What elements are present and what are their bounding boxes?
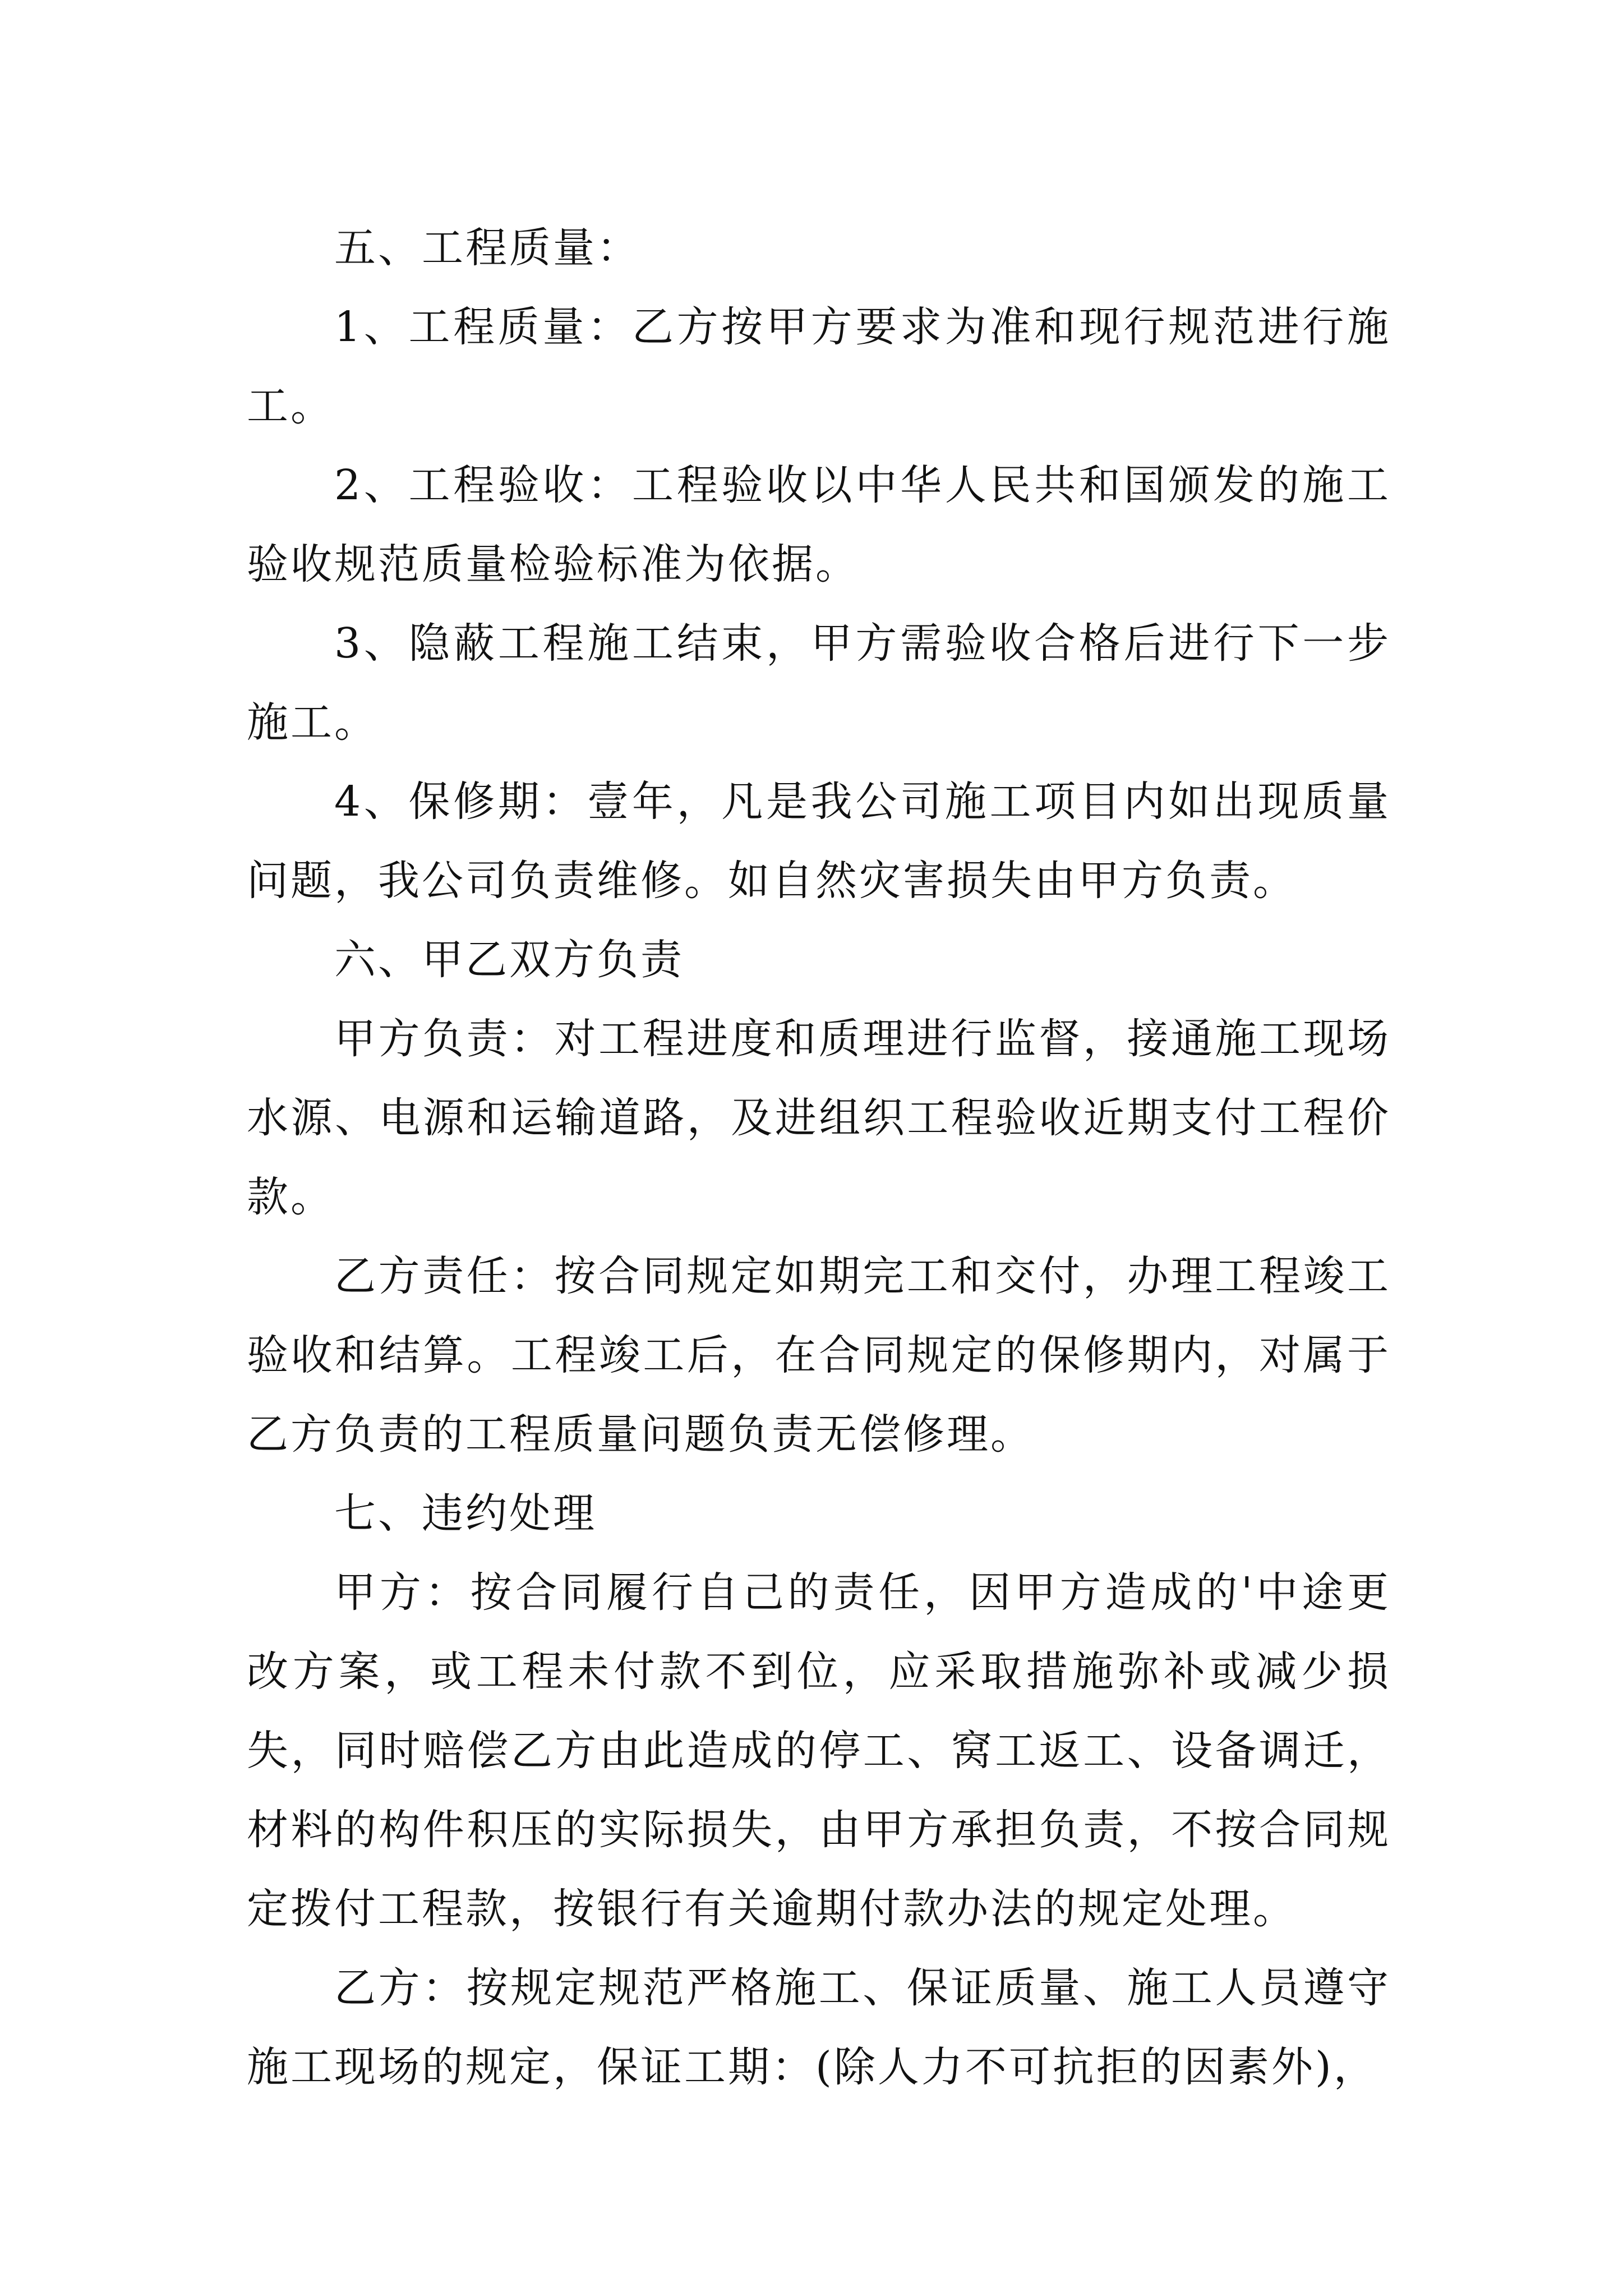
section-heading-quality: 五、工程质量： [334, 224, 640, 272]
section-heading-breach: 七、违约处理 [334, 1489, 597, 1538]
document-body [247, 209, 1391, 2107]
paragraph-acceptance: 2、工程验收：工程验收以中华人民共和国颁发的施工验收规范质量检验标准为依据。 [247, 461, 1391, 588]
paragraph-quality-standard: 1、工程质量：乙方按甲方要求为准和现行规范进行施工。 [247, 303, 1391, 430]
section-heading-responsibilities: 六、甲乙双方负责 [334, 936, 684, 984]
paragraph-concealed-works: 3、隐蔽工程施工结束，甲方需验收合格后进行下一步施工。 [247, 619, 1391, 747]
paragraph-party-a-responsibility: 甲方负责：对工程进度和质理进行监督，接通施工现场水源、电源和运输道路，及进组织工程验收近期支付工程价款。 [247, 1015, 1391, 1221]
paragraph-party-a-breach: 甲方：按合同履行自己的责任，因甲方造成的'中途更改方案，或工程未付款不到位，应采取措施弥补或减少损失，同时赔偿乙方由此造成的停工、窝工返工、设备调迁，材料的构件积压的实际损失，由甲方承担负责，不按合同规定拨付工程款，按银行有关逾期付款办法的规定处理。 [247, 1568, 1391, 1933]
paragraph-party-b-responsibility: 乙方责任：按合同规定如期完工和交付，办理工程竣工验收和结算。工程竣工后，在合同规定的保修期内，对属于乙方负责的工程质量问题负责无偿修理。 [247, 1252, 1391, 1458]
paragraph-party-b-breach: 乙方：按规定规范严格施工、保证质量、施工人员遵守施工现场的规定，保证工期：(除人力不可抗拒的因素外)， [247, 1964, 1391, 2091]
paragraph-warranty: 4、保修期：壹年，凡是我公司施工项目内如出现质量问题，我公司负责维修。如自然灾害损失由甲方负责。 [247, 777, 1391, 905]
